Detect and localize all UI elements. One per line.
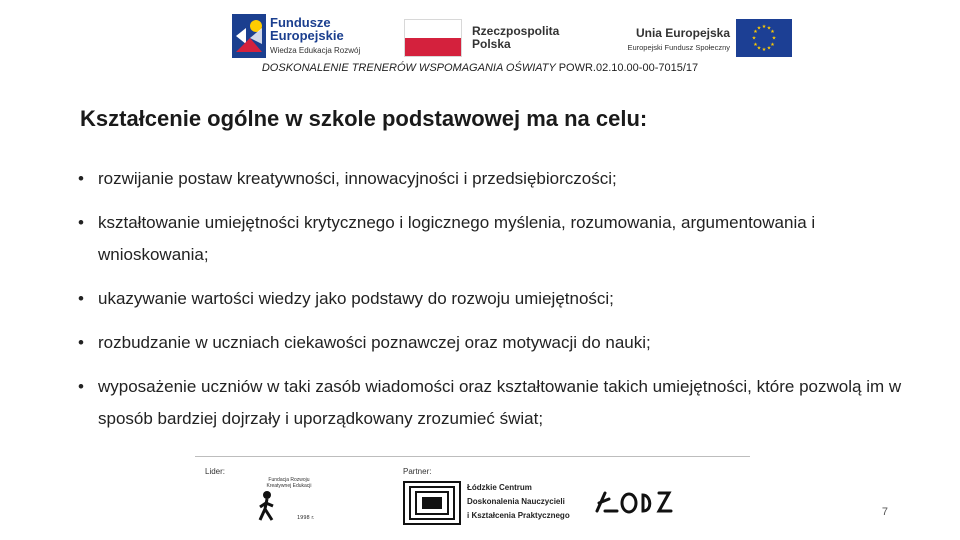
svg-text:★: ★ bbox=[751, 35, 757, 42]
fundacja-logo bbox=[257, 477, 321, 529]
bullet-item: • rozwijanie postaw kreatywności, innowacyjności i przedsiębiorczości; bbox=[78, 163, 918, 195]
bullet-list bbox=[78, 163, 918, 447]
partners-bar bbox=[195, 456, 750, 537]
svg-text:★: ★ bbox=[761, 24, 767, 30]
ue-logo-text bbox=[627, 26, 730, 52]
bullet-item: • ukazywanie wartości wiedzy jako podstawy do rozwoju umiejętności; bbox=[78, 283, 918, 315]
partner-label: Partner: bbox=[403, 467, 432, 476]
logo-bar bbox=[232, 12, 792, 62]
svg-text:★: ★ bbox=[766, 45, 772, 52]
rp-logo-line1: Rzeczpospolita bbox=[472, 24, 560, 38]
bullet-item: • kształtowanie umiejętności krytycznego i logicznego myślenia, rozumowania, argumentowania i wnioskowania; bbox=[78, 207, 918, 271]
lider-label: Lider: bbox=[205, 467, 226, 476]
fundusze-europejskie-logo bbox=[232, 12, 377, 60]
svg-text:★: ★ bbox=[753, 42, 758, 48]
svg-text:★: ★ bbox=[753, 29, 758, 35]
fe-logo-title bbox=[270, 16, 344, 42]
walking-figure-icon bbox=[257, 489, 321, 523]
fundacja-year: 1998 r. bbox=[297, 515, 315, 521]
lcd-logo-icon bbox=[403, 481, 461, 525]
ue-logo-subtitle: Europejski Fundusz Społeczny bbox=[627, 43, 730, 52]
eu-flag-icon bbox=[736, 19, 792, 57]
lcd-logo-text bbox=[467, 481, 570, 523]
svg-text:★: ★ bbox=[766, 25, 772, 32]
rzeczpospolita-polska-logo bbox=[404, 19, 579, 59]
fe-logo-line1: Fundusze bbox=[270, 15, 331, 30]
unia-europejska-logo bbox=[602, 19, 792, 59]
bullet-item: • rozbudzanie w uczniach ciekawości poznawczej oraz motywacji do nauki; bbox=[78, 327, 918, 359]
project-name: DOSKONALENIE TRENERÓW WSPOMAGANIA OŚWIATY bbox=[261, 62, 556, 74]
svg-text:★: ★ bbox=[771, 35, 777, 42]
svg-text:★: ★ bbox=[770, 42, 775, 48]
ue-logo-title: Unia Europejska bbox=[635, 26, 730, 40]
lcd-line2: Doskonalenia Nauczycieli bbox=[467, 497, 565, 506]
rp-logo-text bbox=[472, 25, 559, 51]
svg-text:★: ★ bbox=[761, 47, 767, 53]
lcd-line1: Łódzkie Centrum bbox=[467, 483, 532, 492]
project-line bbox=[0, 62, 960, 74]
svg-text:★: ★ bbox=[770, 29, 775, 35]
svg-text:★: ★ bbox=[756, 25, 762, 32]
fundacja-logo-text: Fundacja Rozwoju Kreatywnej Edukacji bbox=[266, 477, 312, 489]
lodz-city-logo bbox=[595, 485, 673, 519]
project-code: POWR.02.10.00-00-7015/17 bbox=[558, 62, 699, 74]
fe-logo-line2: Europejskie bbox=[270, 28, 344, 43]
fe-star-icon bbox=[232, 14, 266, 58]
page-number: 7 bbox=[881, 506, 888, 518]
lcd-line3: i Kształcenia Praktycznego bbox=[467, 511, 570, 520]
fe-logo-subtitle: Wiedza Edukacja Rozwój bbox=[270, 46, 361, 55]
svg-text:★: ★ bbox=[756, 45, 762, 52]
polish-flag-icon bbox=[404, 19, 462, 57]
rp-logo-line2: Polska bbox=[472, 37, 511, 51]
slide-title: Kształcenie ogólne w szkole podstawowej ma na celu: bbox=[80, 106, 648, 131]
bullet-item: • wyposażenie uczniów w taki zasób wiadomości oraz kształtowanie takich umiejętności, które pozwolą im w sposób bardziej dojrzały i uporządkowany zrozumieć świat; bbox=[78, 371, 918, 435]
